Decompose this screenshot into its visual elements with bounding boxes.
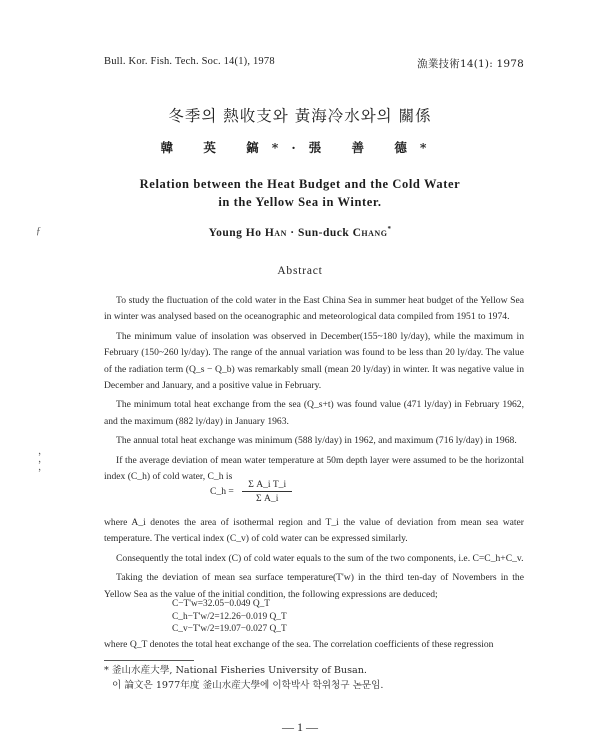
paragraph-8: Taking the deviation of mean sea surface temperature(T'w) in the third ten-day of Novembers in the Yellow Sea as the value of the initial condition, the following expressions are deduced;: [104, 572, 524, 600]
footnote-affiliation: * 釜山水産大學, National Fisheries University of Busan.: [104, 665, 367, 676]
formula-lhs: C_h =: [210, 486, 234, 497]
journal-citation-left: Bull. Kor. Fish. Tech. Soc. 14(1), 1978: [104, 56, 275, 67]
paragraph-3: The minimum total heat exchange from the sea (Q_s+t) was found value (471 ly/day) in February 1962, and the maximum (882 ly/day) in January 1963.: [104, 399, 524, 427]
journal-citation-right: 漁業技術14(1): 1978: [417, 58, 524, 70]
paragraph-4: The annual total heat exchange was minimum (588 ly/day) in 1962, and maximum (716 ly/day) in 1968.: [116, 435, 517, 447]
page-number: — 1 —: [282, 720, 318, 734]
abstract-body-lower: [104, 637, 524, 653]
equation-1: C−T'w=32.05−0.049 Q_T: [172, 599, 271, 609]
footnote-thesis-note: 이 論文은 1977年度 釜山水産大學에 이학박사 학위청구 논문임.: [112, 680, 384, 691]
author-1-last: Han: [264, 226, 287, 239]
paragraph-5: If the average deviation of mean water temperature at 50m depth layer were assumed to be the horizontal index (C_h) of cold water, C_h is: [104, 454, 524, 483]
abstract-body-middle: [104, 515, 524, 603]
english-authors: [0, 225, 600, 239]
margin-mark-2: ， ， ，: [38, 446, 48, 473]
author-affiliation-mark: *: [387, 225, 392, 233]
formula-denominator: Σ A_i: [255, 493, 279, 504]
formula-fraction: [242, 479, 292, 504]
abstract-body-upper: [104, 293, 524, 485]
formula-numerator: Σ A_i T_i: [242, 479, 292, 492]
paragraph-1: To study the fluctuation of the cold water in the East China Sea in summer heat budget of the Yellow Sea in winter was analysed based on the oceanographic and meteorological data compiled from 1951 to 1974.: [104, 295, 524, 323]
author-2-last: Chang: [352, 226, 388, 239]
paragraph-9: where Q_T denotes the total heat exchange of the sea. The correlation coefficients of these regression: [104, 639, 494, 650]
author-2-first: Sun-duck: [297, 226, 353, 239]
horizontal-index-formula: [210, 479, 292, 504]
english-title-line-1: Relation between the Heat Budget and the Cold Water: [139, 177, 461, 191]
korean-authors: 韓 英 鎬*·張 善 德*: [160, 140, 440, 155]
english-title: [0, 175, 600, 211]
author-separator: ·: [286, 226, 298, 239]
equation-2: C_h−T'w/2=12.26−0.019 Q_T: [172, 611, 287, 622]
english-title-line-2: in the Yellow Sea in Winter.: [218, 195, 382, 209]
abstract-heading: Abstract: [277, 265, 323, 277]
paragraph-2: The minimum value of insolation was observed in December(155~180 ly/day), while the maximum in February (150~260 ly/day). The range of the annual variation was found to be less than 20 ly/day. The value of the radiation term (Q_s − Q_b) was remarkably small (mean 20 ly/day) in winter. It was negative value in December and January, and a positive value in February.: [104, 330, 524, 392]
paragraph-6: where A_i denotes the area of isothermal region and T_i the value of deviation from mean sea water temperature. The vertical index (C_v) of cold water can be expressed similarly.: [104, 517, 524, 545]
regression-equations: [172, 598, 287, 636]
footnote-rule: [104, 660, 194, 661]
korean-title: 冬季의 熱收支와 黃海冷水와의 關係: [168, 107, 432, 125]
paragraph-7: Consequently the total index (C) of cold water equals to the sum of the two components, i.e. C=C_h+C_v.: [116, 552, 524, 564]
author-1-first: Young Ho: [208, 226, 265, 239]
equation-3: C_v−T'w/2=19.07−0.027 Q_T: [172, 624, 287, 634]
margin-mark: ƒ: [36, 226, 41, 237]
